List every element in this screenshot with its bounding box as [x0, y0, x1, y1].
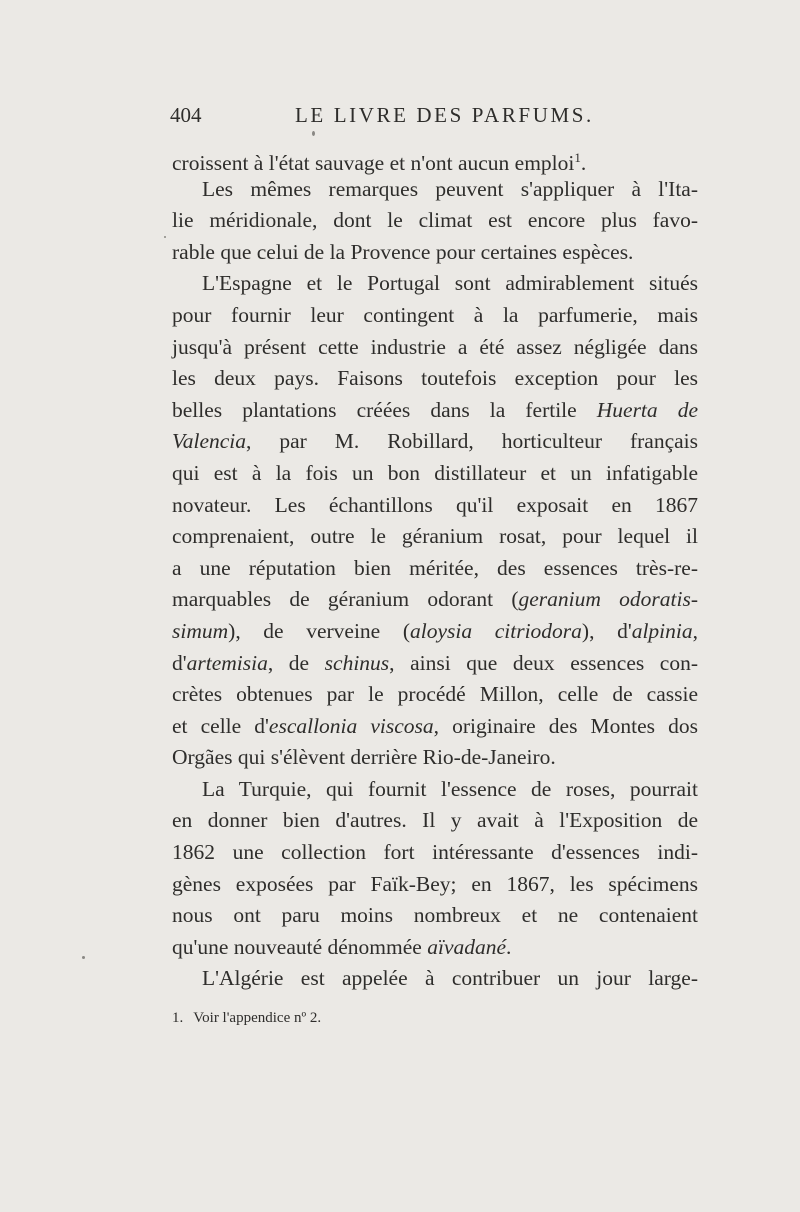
text-segment: , ainsi que deux essences con- [389, 650, 698, 675]
text-segment: , [692, 618, 698, 643]
text-segment: en donner bien d'autres. Il y avait à l'Exposition de [172, 808, 698, 833]
footnote-reference: 1 [574, 150, 581, 165]
italic-term: Valencia [172, 429, 247, 454]
italic-term: artemisia [186, 650, 268, 675]
text-segment: L'Algérie est appelée à contribuer un jour large- [202, 966, 698, 991]
text-line [172, 711, 698, 743]
text-line [172, 932, 698, 964]
text-line [172, 237, 698, 269]
text-segment: La Turquie, qui fournit l'essence de roses, pourrait [202, 776, 698, 801]
text-segment: belles plantations créées dans la fertile [172, 397, 597, 422]
text-line [172, 553, 698, 585]
text-line [172, 490, 698, 522]
text-line [172, 648, 698, 680]
text-line [172, 679, 698, 711]
text-line [172, 900, 698, 932]
ink-speck [312, 131, 315, 136]
body-text [172, 142, 698, 995]
text-line [172, 869, 698, 901]
text-segment: jusqu'à présent cette industrie a été assez négligée dans [172, 334, 698, 359]
italic-term: aloysia citriodora [410, 618, 582, 643]
text-segment: crètes obtenues par le procédé Millon, celle de cassie [172, 682, 698, 707]
text-line [172, 805, 698, 837]
text-segment: L'Espagne et le Portugal sont admirablement situés [202, 271, 698, 296]
text-segment: rable que celui de la Provence pour certaines espèces. [172, 239, 634, 264]
italic-term: schinus [324, 650, 390, 675]
text-segment: qu'une nouveauté dénommée [172, 934, 428, 959]
text-segment: . [506, 934, 512, 959]
text-line [172, 395, 698, 427]
text-segment: nous ont paru moins nombreux et ne contenaient [172, 903, 698, 928]
text-segment: , par M. Robillard, horticulteur français [246, 429, 698, 454]
text-segment: novateur. Les échantillons qu'il exposait en 1867 [172, 492, 698, 517]
text-line [172, 458, 698, 490]
text-line [172, 774, 698, 806]
ink-speck [164, 236, 166, 238]
text-line [172, 174, 698, 206]
italic-term: aïvadané [427, 934, 507, 959]
text-line [172, 837, 698, 869]
text-segment: comprenaient, outre le géranium rosat, pour lequel il [172, 524, 698, 549]
text-segment: et celle d' [172, 713, 269, 738]
text-line [172, 426, 698, 458]
text-line [172, 521, 698, 553]
text-segment: ), d' [581, 618, 632, 643]
page-header [170, 103, 640, 131]
text-segment: ), de verveine ( [228, 618, 410, 643]
text-segment: gènes exposées par Faïk-Bey; en 1867, les spécimens [172, 871, 698, 896]
footnote-number: 1. [172, 1010, 184, 1026]
text-line [172, 616, 698, 648]
text-segment: d' [172, 650, 187, 675]
text-line [172, 584, 698, 616]
text-segment: lie méridionale, dont le climat est encore plus favo- [172, 208, 698, 233]
page-number: 404 [170, 103, 202, 127]
text-segment: les deux pays. Faisons toutefois exception pour les [172, 366, 698, 391]
text-line [172, 963, 698, 995]
text-segment: Orgães qui s'élèvent derrière Rio-de-Janeiro. [172, 745, 556, 770]
italic-term: geranium odoratis- [518, 587, 698, 612]
text-line [172, 268, 698, 300]
footnote-text: Voir l'appendice nº 2. [193, 1010, 322, 1026]
footnote [172, 1010, 321, 1027]
text-line [172, 300, 698, 332]
italic-term: simum [172, 618, 229, 643]
text-segment: marquables de géranium odorant ( [172, 587, 519, 612]
ink-speck [82, 956, 85, 959]
italic-term: alpinia [631, 618, 693, 643]
text-segment: . [580, 151, 587, 176]
italic-term: escallonia viscosa [268, 713, 434, 738]
text-segment: 1862 une collection fort intéressante d'essences indi- [172, 840, 698, 865]
text-line [172, 205, 698, 237]
italic-term: Huerta de [596, 397, 699, 422]
text-line [172, 142, 698, 174]
text-segment: croissent à l'état sauvage et n'ont aucun emploi [172, 151, 575, 176]
text-line [172, 742, 698, 774]
text-segment: Les mêmes remarques peuvent s'appliquer à l'Ita- [202, 176, 698, 201]
text-segment: qui est à la fois un bon distillateur et un infatigable [172, 460, 698, 485]
text-line [172, 363, 698, 395]
text-line [172, 332, 698, 364]
text-segment: pour fournir leur contingent à la parfumerie, mais [172, 302, 698, 327]
running-title: LE LIVRE DES PARFUMS. [295, 103, 594, 127]
text-segment: a une réputation bien méritée, des essences très-re- [172, 555, 698, 580]
text-segment: , originaire des Montes dos [433, 713, 699, 738]
text-segment: , de [267, 650, 325, 675]
